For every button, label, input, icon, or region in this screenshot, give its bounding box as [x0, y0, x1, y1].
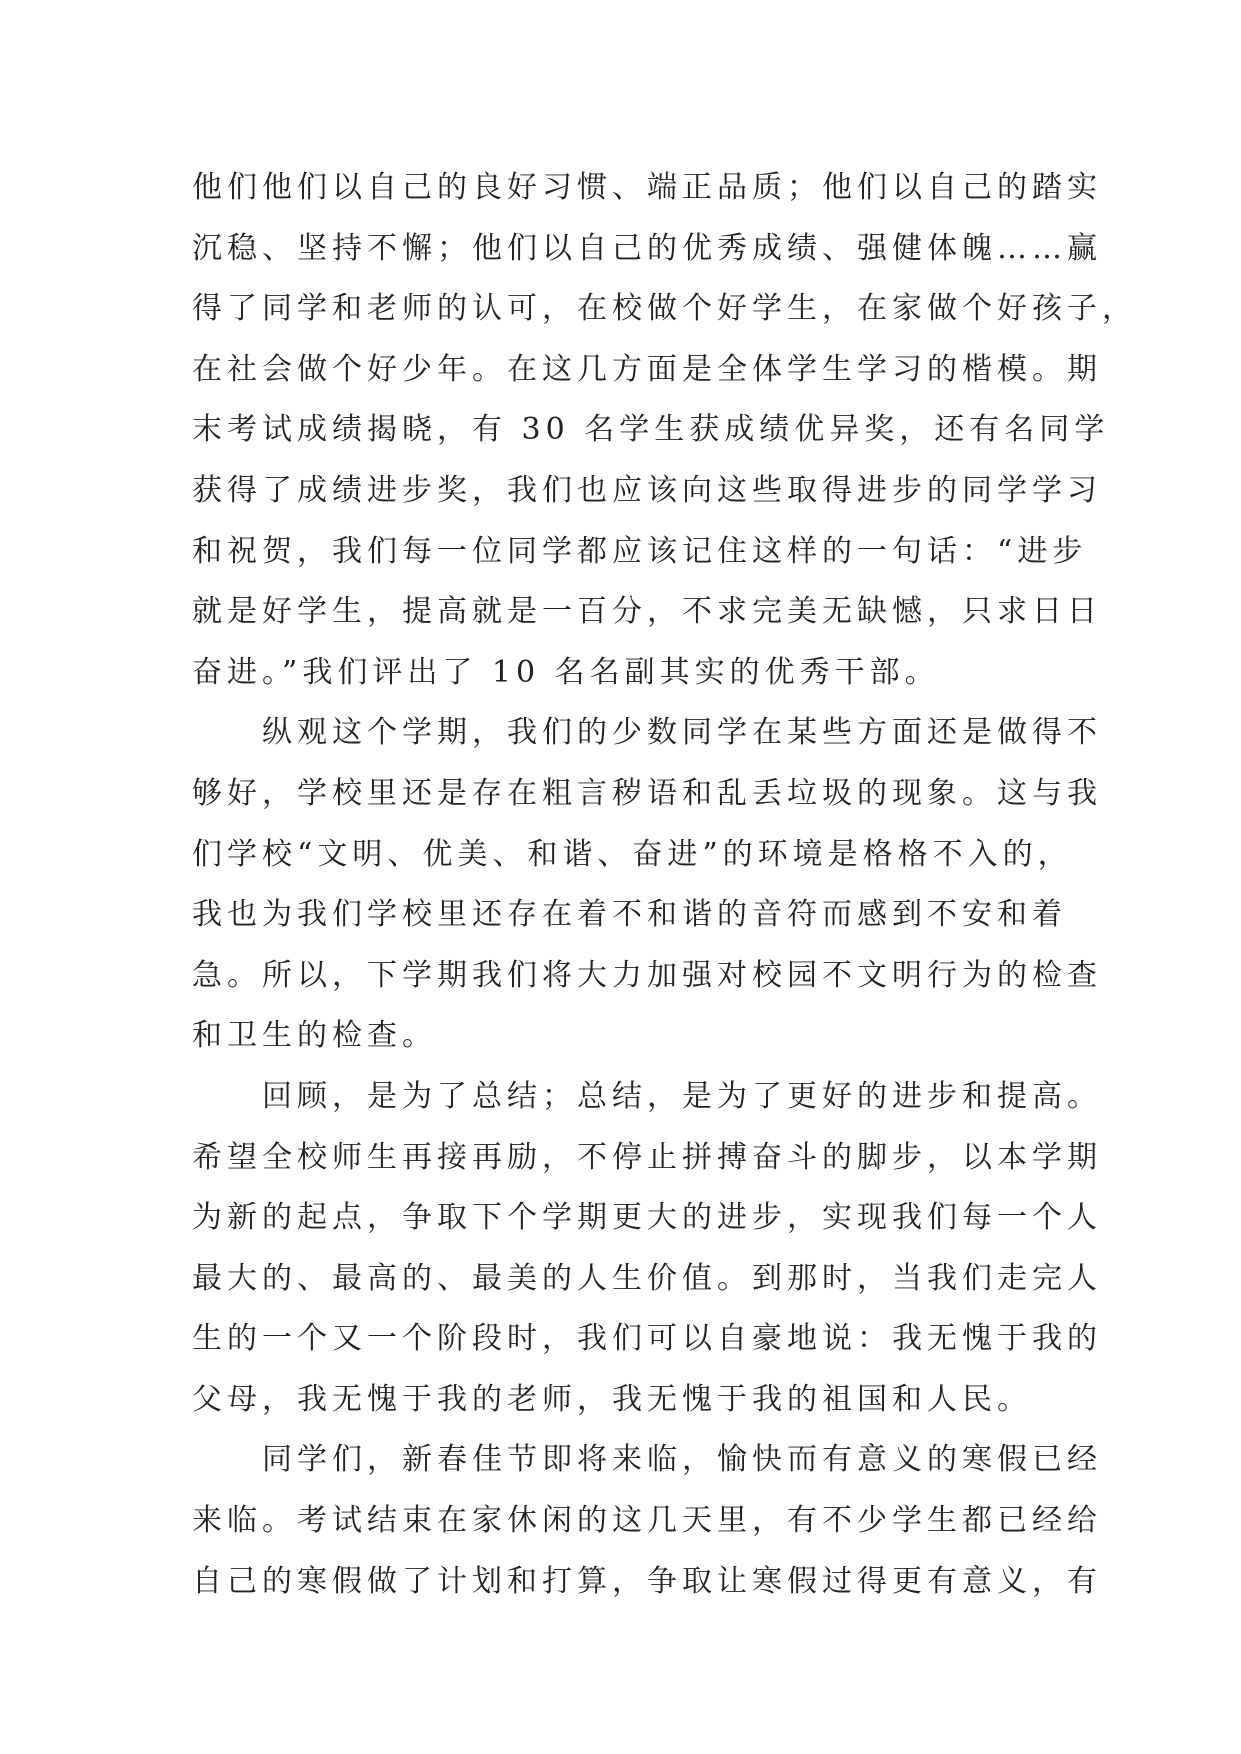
text-line: 同学们，新春佳节即将来临，愉快而有意义的寒假已经: [192, 1442, 1102, 1478]
text-line: 他们他们以自己的良好习惯、端正品质；他们以自己的踏实: [192, 170, 1102, 205]
text-line: 父母，我无愧于我的老师，我无愧于我的祖国和人民。: [192, 1381, 1032, 1417]
text-line: 最大的、最高的、最美的人生价值。到那时，当我们走完人: [192, 1260, 1102, 1296]
text-line: 奋进。”我们评出了 10 名名副其实的优秀干部。: [192, 654, 940, 690]
text-line: 和祝贺，我们每一位同学都应该记住这样的一句话：“进步: [192, 533, 1088, 569]
text-line: 急。所以，下学期我们将大力加强对校园不文明行为的检查: [192, 957, 1102, 993]
text-line: 生的一个又一个阶段时，我们可以自豪地说：我无愧于我的: [192, 1321, 1102, 1357]
text-line: 希望全校师生再接再励，不停止拼搏奋斗的脚步，以本学期: [192, 1139, 1102, 1175]
text-line: 沉稳、坚持不懈；他们以自己的优秀成绩、强健体魄……赢: [192, 230, 1102, 266]
text-line: 够好，学校里还是存在粗言秽语和乱丢垃圾的现象。这与我: [192, 775, 1102, 811]
text-line: 们学校“文明、优美、和谐、奋进”的环境是格格不入的，: [192, 836, 1073, 872]
text-line: 和卫生的检查。: [192, 1018, 437, 1054]
text-line: 获得了成绩进步奖，我们也应该向这些取得进步的同学学习: [192, 472, 1102, 508]
text-line: 末考试成绩揭晓，有 30 名学生获成绩优异奖，还有名同学: [192, 412, 1110, 448]
text-line: 来临。考试结束在家休闲的这几天里，有不少学生都已经给: [192, 1503, 1102, 1539]
body-text: [192, 158, 1137, 1612]
text-line: 回顾，是为了总结；总结，是为了更好的进步和提高。: [192, 1078, 1102, 1114]
text-line: 就是好学生，提高就是一百分，不求完美无缺憾，只求日日: [192, 594, 1102, 630]
text-line: 得了同学和老师的认可，在校做个好学生，在家做个好孩子，: [192, 291, 1137, 327]
text-line: 在社会做个好少年。在这几方面是全体学生学习的楷模。期: [192, 351, 1102, 387]
text-line: 自己的寒假做了计划和打算，争取让寒假过得更有意义，有: [192, 1563, 1102, 1599]
text-line: 为新的起点，争取下个学期更大的进步，实现我们每一个人: [192, 1200, 1102, 1236]
text-line: 纵观这个学期，我们的少数同学在某些方面还是做得不: [192, 715, 1102, 751]
text-line: 我也为我们学校里还存在着不和谐的音符而感到不安和着: [192, 897, 1067, 933]
